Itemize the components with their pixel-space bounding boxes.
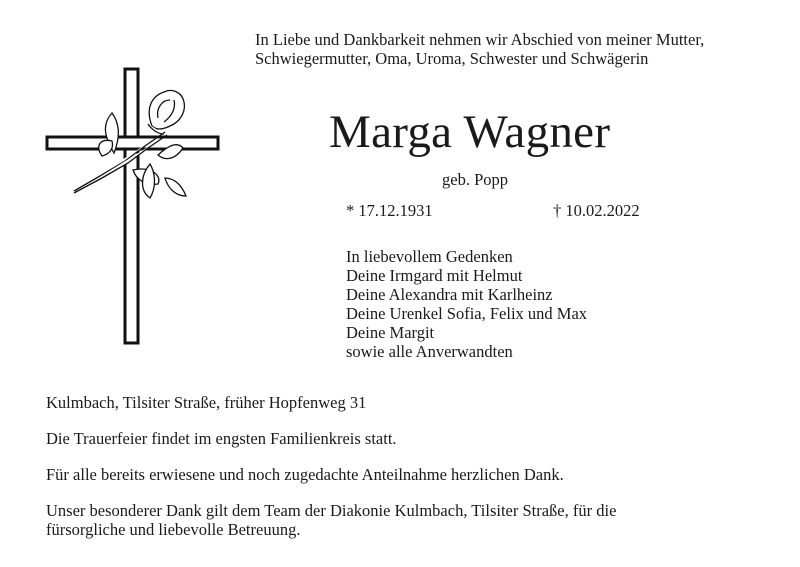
mourner-line: Deine Irmgard mit Helmut bbox=[346, 266, 523, 285]
birth-name: geb. Popp bbox=[442, 170, 508, 189]
intro-text bbox=[255, 30, 704, 68]
mourner-line: sowie alle Anverwandten bbox=[346, 342, 513, 361]
special-thanks-line: fürsorgliche und liebevolle Betreuung. bbox=[46, 520, 301, 539]
mourner-line: In liebevollem Gedenken bbox=[346, 247, 513, 266]
birth-date: * 17.12.1931 bbox=[346, 201, 433, 220]
death-date: † 10.02.2022 bbox=[553, 201, 640, 220]
intro-line: In Liebe und Dankbarkeit nehmen wir Abschied von meiner Mutter, bbox=[255, 30, 705, 49]
mourner-line: Deine Urenkel Sofia, Felix und Max bbox=[346, 304, 588, 323]
service-note: Die Trauerfeier findet im engsten Familienkreis statt. bbox=[46, 429, 397, 448]
special-thanks-line: Unser besonderer Dank gilt dem Team der Diakonie Kulmbach, Tilsiter Straße, für die bbox=[46, 501, 617, 520]
mourner-line: Deine Margit bbox=[346, 323, 435, 342]
mourner-line: Deine Alexandra mit Karlheinz bbox=[346, 285, 553, 304]
thanks-note: Für alle bereits erwiesene und noch zugedachte Anteilnahme herzlichen Dank. bbox=[46, 465, 564, 484]
mourners-list bbox=[346, 247, 587, 361]
address: Kulmbach, Tilsiter Straße, früher Hopfenweg 31 bbox=[46, 393, 367, 412]
deceased-name: Marga Wagner bbox=[329, 106, 611, 158]
intro-line: Schwiegermutter, Oma, Uroma, Schwester und Schwägerin bbox=[255, 49, 649, 68]
special-thanks bbox=[46, 501, 616, 539]
cross-with-rose-icon bbox=[40, 66, 230, 351]
